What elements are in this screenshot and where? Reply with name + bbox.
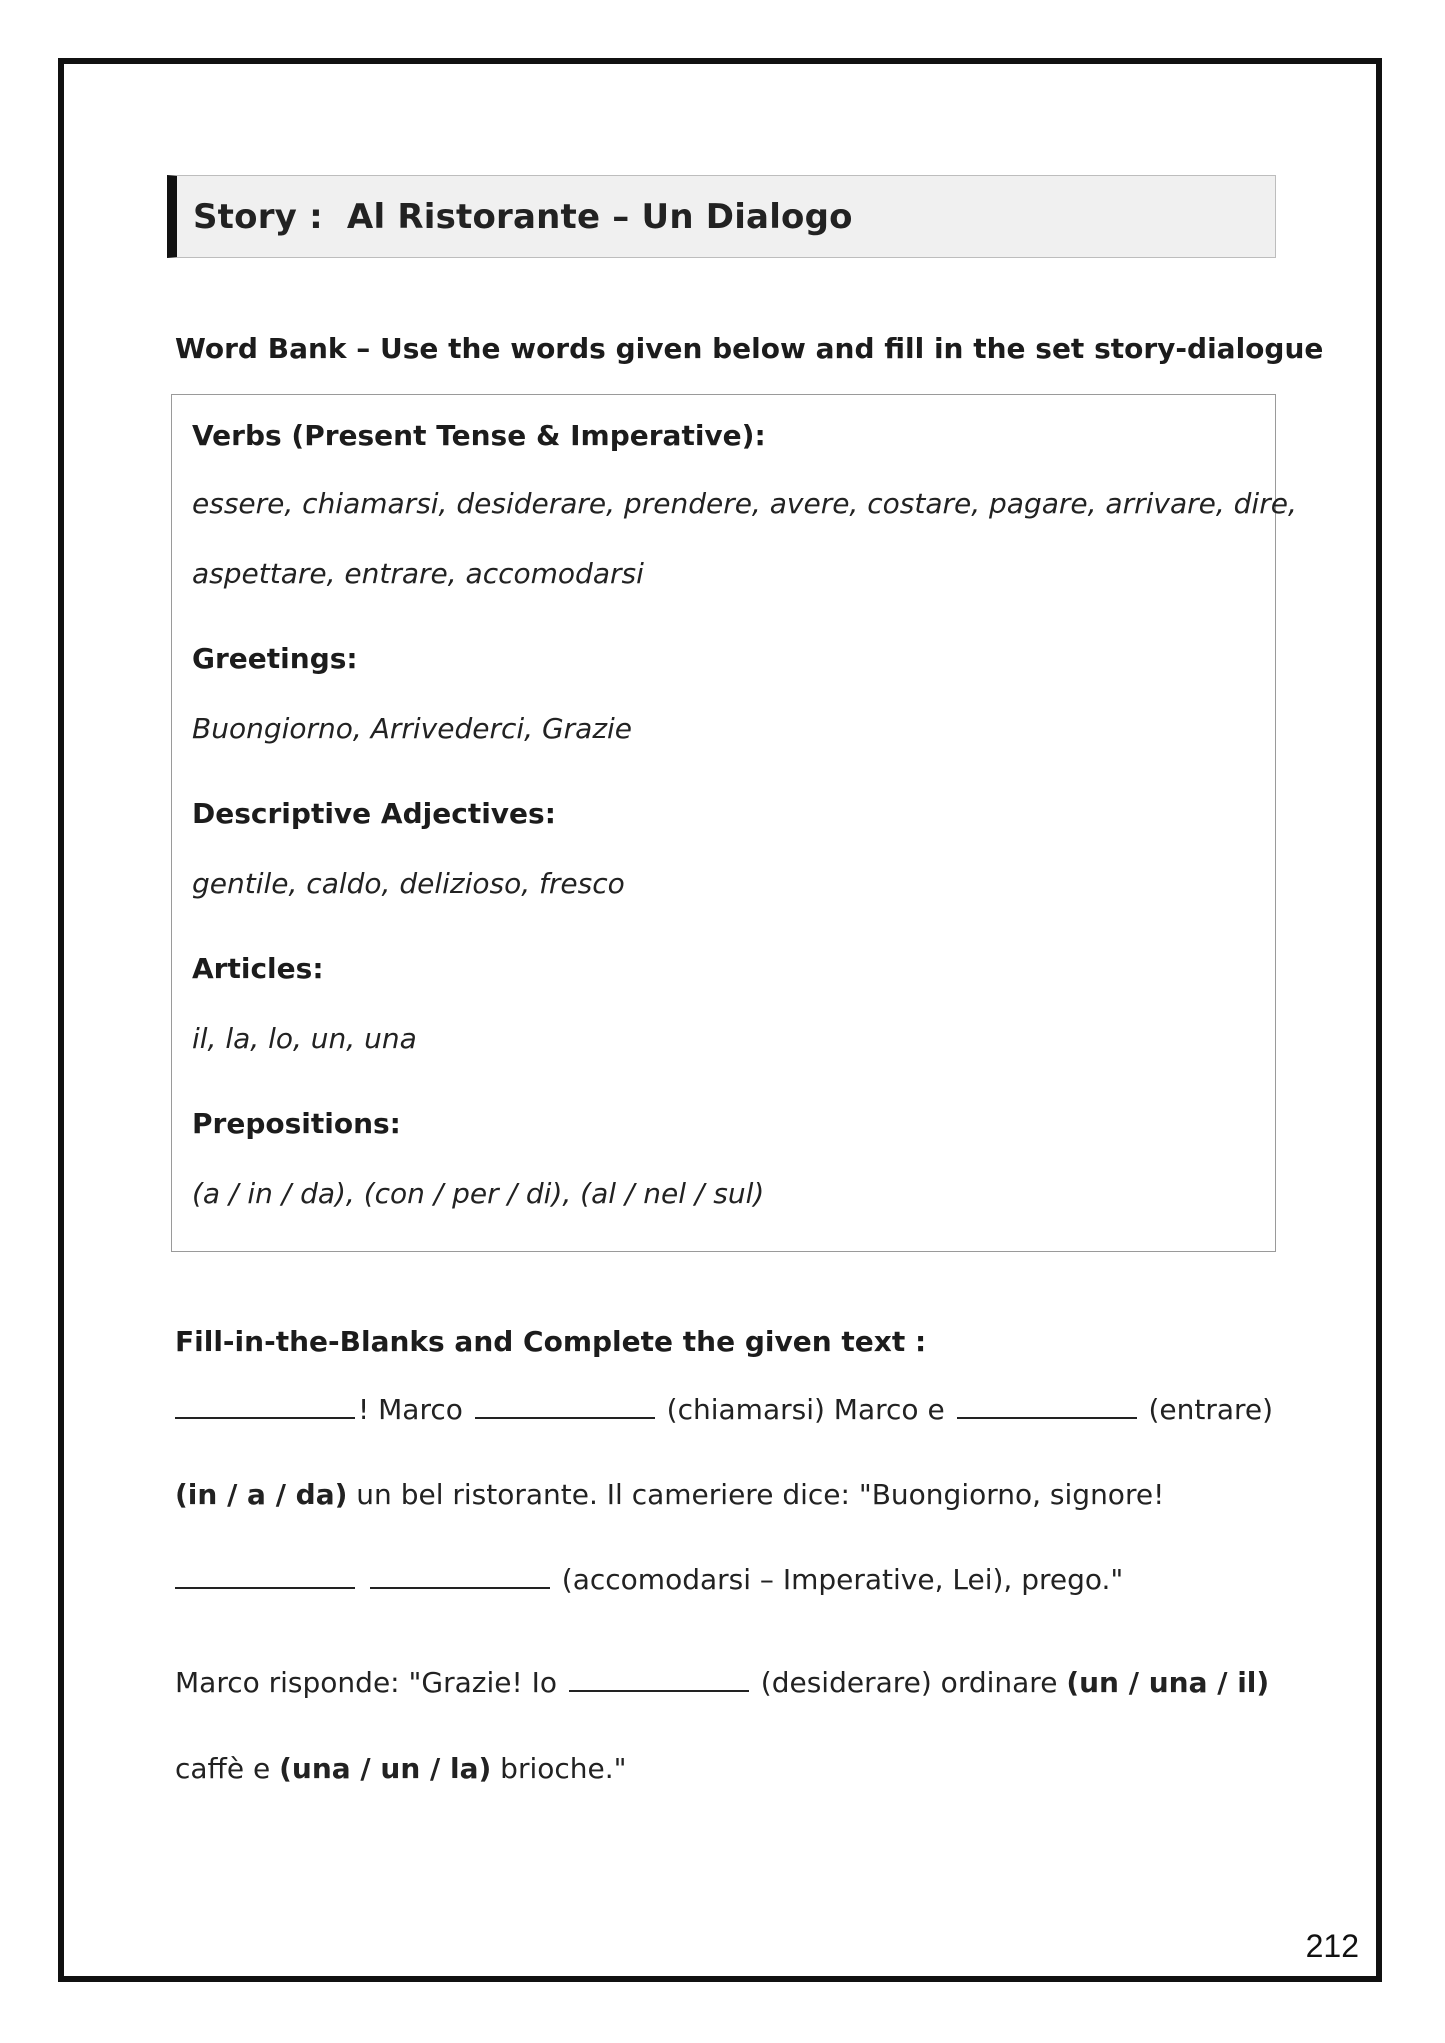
category-adjectives-label: Descriptive Adjectives:: [192, 797, 556, 830]
exercise-line-5: caffè e (una / un / la) brioche.": [175, 1752, 627, 1785]
story-title: Story : Al Ristorante – Un Dialogo: [193, 196, 853, 237]
choice-prepositions: (in / a / da): [175, 1478, 348, 1511]
category-greetings-words: Buongiorno, Arrivederci, Grazie: [192, 712, 633, 745]
blank-field[interactable]: [175, 1395, 355, 1419]
word-bank-heading: Word Bank – Use the words given below and fill in the set story-dialogue: [175, 332, 1324, 365]
category-verbs-label: Verbs (Present Tense & Imperative):: [192, 419, 766, 452]
category-prepositions-words: (a / in / da), (con / per / di), (al / nel / sul): [192, 1177, 765, 1210]
category-greetings-label: Greetings:: [192, 642, 358, 675]
exercise-line-2: (in / a / da) un bel ristorante. Il cameriere dice: "Buongiorno, signore!: [175, 1478, 1165, 1511]
choice-articles-2: (una / un / la): [279, 1752, 492, 1785]
category-articles-label: Articles:: [192, 952, 324, 985]
story-title-bar: [167, 175, 1276, 258]
exercise-heading: Fill-in-the-Blanks and Complete the given text :: [175, 1325, 927, 1358]
exercise-line-4: Marco risponde: "Grazie! Io (desiderare) ordinare (un / una / il): [175, 1666, 1270, 1699]
choice-articles-1: (un / una / il): [1066, 1666, 1270, 1699]
exercise-line-3: (accomodarsi – Imperative, Lei), prego.": [175, 1563, 1123, 1596]
page-number: 212: [1305, 1928, 1359, 1964]
category-prepositions-label: Prepositions:: [192, 1107, 401, 1140]
category-articles-words: il, la, lo, un, una: [192, 1022, 417, 1055]
word-bank-box: [171, 394, 1297, 1252]
exercise-line-1: ! Marco (chiamarsi) Marco e (entrare): [175, 1393, 1273, 1426]
category-verbs-words-line2: aspettare, entrare, accomodarsi: [192, 557, 644, 590]
blank-field[interactable]: [475, 1395, 655, 1419]
category-adjectives-words: gentile, caldo, delizioso, fresco: [192, 867, 625, 900]
blank-field[interactable]: [569, 1668, 749, 1692]
blank-field[interactable]: [175, 1565, 355, 1589]
category-verbs-words-line1: essere, chiamarsi, desiderare, prendere, avere, costare, pagare, arrivare, dire,: [192, 487, 1297, 520]
blank-field[interactable]: [957, 1395, 1137, 1419]
blank-field[interactable]: [370, 1565, 550, 1589]
